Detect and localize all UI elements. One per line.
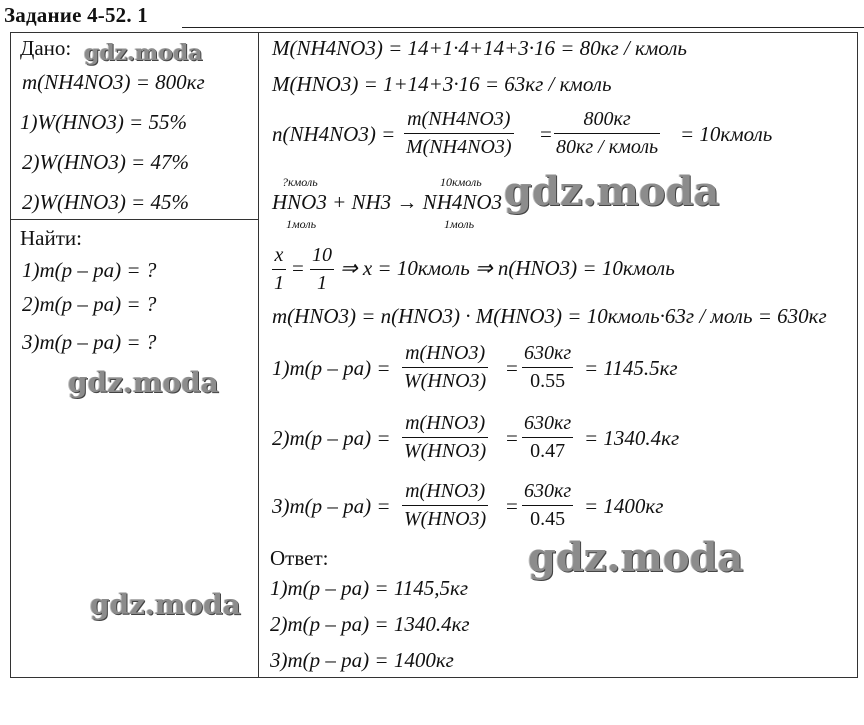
calc1-lhs: 1)m(p – pa) = [272, 356, 391, 380]
moles-f2-num: 800кг [554, 108, 660, 134]
calc3-result: = 1400кг [584, 494, 664, 518]
watermark-logo: gdz.moda [68, 366, 219, 399]
equation-top-right: 10кмоль [440, 175, 482, 189]
watermark-logo: gdz.moda [528, 534, 744, 581]
prop-x: x [272, 244, 286, 270]
watermark-logo: gdz.moda [90, 588, 241, 621]
answer-2: 2)m(p – pa) = 1340.4кг [270, 612, 470, 636]
given-w3: 2)W(HNO3) = 45% [22, 190, 189, 214]
find-label: Найти: [20, 226, 82, 250]
calc3-fraction-2 [522, 480, 573, 531]
moles-f2-den: 80кг / кмоль [556, 136, 659, 158]
equation-bottom-left: 1моль [286, 217, 317, 231]
calc3-num: m(HNO3) [402, 480, 488, 506]
given-label: Дано: [20, 36, 72, 60]
calc1-fraction-2 [522, 342, 573, 393]
given-mass: m(NH4NO3) = 800кг [22, 70, 205, 94]
calc1-fraction: 0.55 [530, 370, 566, 392]
calc1-equals: = [506, 356, 518, 380]
calc2-fraction-1 [402, 412, 488, 463]
prop-1a: 1 [274, 272, 284, 294]
find-item-3: 3)m(p – pa) = ? [22, 330, 157, 354]
prop-1b: 1 [317, 272, 327, 294]
calc2-num: m(HNO3) [402, 412, 488, 438]
calc1-mass: 630кг [522, 342, 573, 368]
calc3-equals: = [506, 494, 518, 518]
watermark-logo: gdz.moda [504, 168, 720, 215]
calc2-fraction-2 [522, 412, 573, 463]
prop-10: 10 [310, 244, 334, 270]
answer-1: 1)m(p – pa) = 1145,5кг [270, 576, 469, 600]
given-w1: 1)W(HNO3) = 55% [20, 110, 187, 134]
moles-f1-den: M(NH4NO3) [406, 136, 512, 158]
given-w2: 2)W(HNO3) = 47% [22, 150, 189, 174]
given-find-divider [10, 219, 259, 220]
find-item-1: 1)m(p – pa) = ? [22, 258, 157, 282]
watermark-logo: gdz.moda [84, 40, 203, 66]
moles-equals: = [540, 122, 552, 146]
calc2-lhs: 2)m(p – pa) = [272, 426, 391, 450]
title-underline [182, 27, 864, 28]
proportion-fraction-1 [272, 244, 286, 295]
moles-fraction-1 [404, 108, 514, 159]
mass-hno3: m(HNO3) = n(HNO3) · M(HNO3) = 10кмоль·63г / моль = 630кг [272, 304, 827, 328]
molar-mass-nh4no3: M(NH4NO3) = 14+1·4+14+3·16 = 80кг / кмоль [272, 36, 687, 60]
answer-label: Ответ: [270, 546, 329, 570]
calc3-fraction-1 [402, 480, 488, 531]
calc3-fraction: 0.45 [530, 508, 566, 530]
calc2-fraction: 0.47 [530, 440, 566, 462]
calc1-result: = 1145.5кг [584, 356, 678, 380]
moles-fraction-2 [554, 108, 660, 159]
calc2-equals: = [506, 426, 518, 450]
moles-f1-num: m(NH4NO3) [404, 108, 514, 134]
equation-bottom-right: 1моль [444, 217, 475, 231]
proportion-fraction-2 [310, 244, 334, 295]
calc2-den: W(HNO3) [404, 440, 487, 462]
answer-3: 3)m(p – pa) = 1400кг [270, 648, 454, 672]
proportion-result: ⇒ x = 10кмоль ⇒ n(HNO3) = 10кмоль [340, 256, 675, 280]
calc3-den: W(HNO3) [404, 508, 487, 530]
calc3-lhs: 3)m(p – pa) = [272, 494, 391, 518]
reaction-equation: HNO3 + NH3 → NH4NO3 [272, 190, 503, 214]
find-item-2: 2)m(p – pa) = ? [22, 292, 157, 316]
calc2-mass: 630кг [522, 412, 573, 438]
column-divider [258, 32, 259, 678]
calc1-fraction-1 [402, 342, 488, 393]
moles-lhs: n(NH4NO3) = [272, 122, 396, 146]
calc2-result: = 1340.4кг [584, 426, 680, 450]
task-title: Задание 4-52. 1 [4, 3, 148, 27]
calc1-num: m(HNO3) [402, 342, 488, 368]
calc3-mass: 630кг [522, 480, 573, 506]
molar-mass-hno3: M(HNO3) = 1+14+3·16 = 63кг / кмоль [272, 72, 612, 96]
calc1-den: W(HNO3) [404, 370, 487, 392]
moles-result: = 10кмоль [680, 122, 773, 146]
equation-top-left: ?кмоль [282, 175, 318, 189]
proportion-equals: = [292, 256, 304, 280]
